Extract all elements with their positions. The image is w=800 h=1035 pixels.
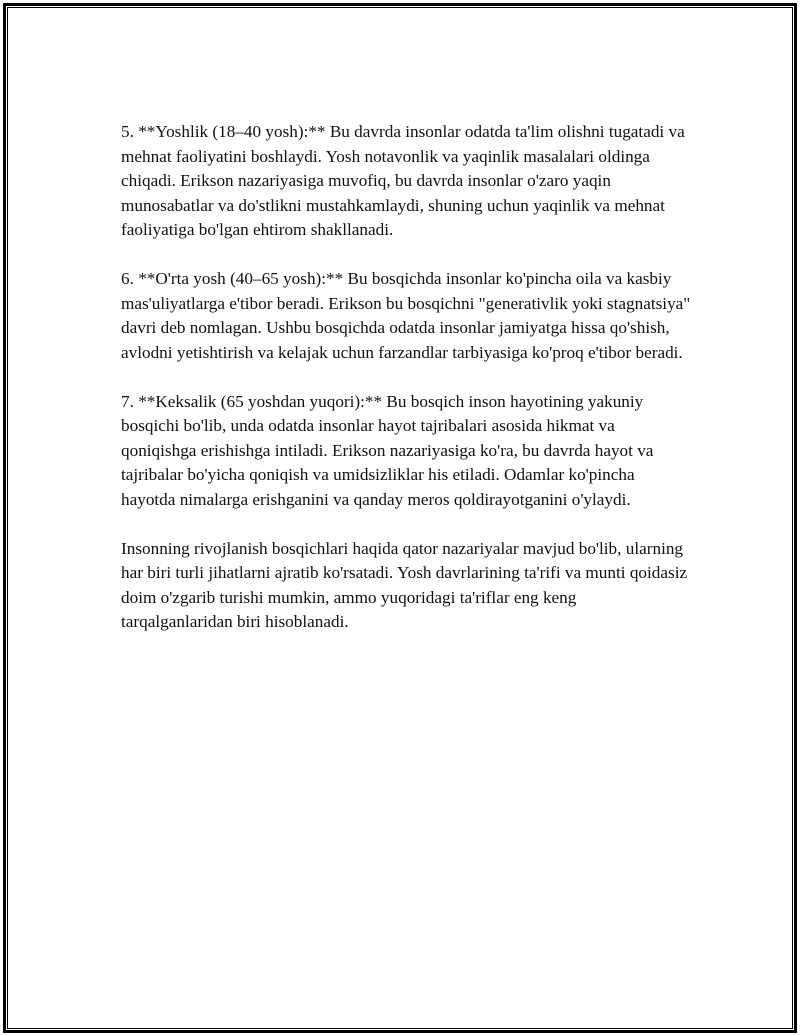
paragraph-youth: 5. **Yoshlik (18–40 yosh):** Bu davrda insonlar odatda ta'lim olishni tugatadi va mehnat faoliyatini boshlaydi. Yosh notavonlik va yaqinlik masalalari oldinga chiqadi. Erikson nazariyasiga muvofiq, bu davrda insonlar o'zaro yaqin munosabatlar va do'stlikni mustahkamlaydi, shuning uchun yaqinlik va mehnat faoliyatiga bo'lgan ehtirom shakllanadi. (121, 122, 685, 239)
paragraph-middle-age: 6. **O'rta yosh (40–65 yosh):** Bu bosqichda insonlar ko'pincha oila va kasbiy mas'uliyatlarga e'tibor beradi. Erikson bu bosqichni "generativlik yoki stagnatsiya" davri deb nomlagan. Ushbu bosqichda odatda insonlar jamiyatga hissa qo'shish, avlodni yetishtirish va kelajak uchun farzandlar tarbiyasiga ko'proq e'tibor beradi. (121, 269, 691, 362)
page-border (3, 3, 797, 1033)
paragraph-conclusion: Insonning rivojlanish bosqichlari haqida qator nazariyalar mavjud bo'lib, ularning har biri turli jihatlarni ajratib ko'rsatadi. Yosh davrlarining ta'rifi va munti qoidasiz doim o'zgarib turishi mumkin, ammo yuqoridagi ta'riflar eng keng tarqalganlaridan biri hisoblanadi. (121, 538, 688, 631)
document-body (121, 120, 691, 659)
paragraph-old-age: 7. **Keksalik (65 yoshdan yuqori):** Bu bosqich inson hayotining yakuniy bosqichi bo'lib, unda odatda insonlar hayot tajribalari asosida hikmat va qoniqishga erishishga intiladi. Erikson nazariyasiga ko'ra, bu davrda hayot va tajribalar bo'yicha qoniqish va umidsizliklar his etiladi. Odamlar ko'pincha hayotda nimalarga erishganini va qanday meros qoldirayotganini o'ylaydi. (121, 391, 654, 509)
